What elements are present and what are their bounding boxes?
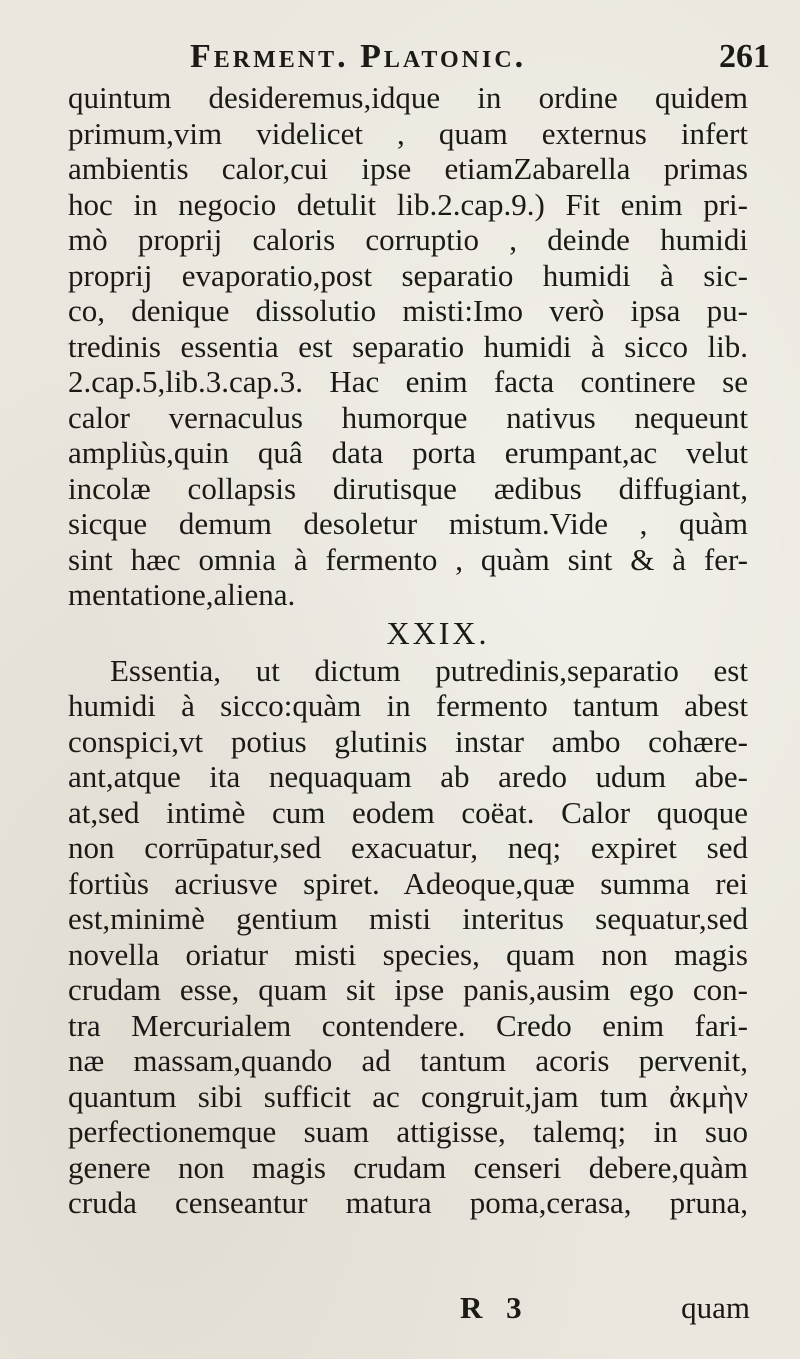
catchword: quam [681, 1290, 750, 1325]
page-footer [460, 1290, 750, 1330]
text-line: primum,vim videlicet , quam externus infert [68, 115, 748, 151]
section-number: XXIX. [386, 614, 490, 651]
text-line: est,minimè gentium misti interitus sequatur,sed [68, 901, 748, 936]
text-line: ant,atque ita nequaquam ab aredo udum abe- [68, 759, 748, 794]
text-line: incolæ collapsis dirutisque ædibus diffugiant, [68, 470, 748, 506]
page-number: 261 [719, 38, 770, 75]
text-line: mentatione,aliena. [68, 577, 296, 612]
text-line: tra Mercurialem contendere. Credo enim fari- [68, 1007, 748, 1043]
text-line: ampliùs,quin quâ data porta erumpant,ac velut [68, 435, 748, 470]
text-line: sicque demum desoletur mistum.Vide , quàm [68, 506, 748, 541]
text-line: mò proprij caloris corruptio , deinde humidi [68, 222, 748, 257]
text-line: fortiùs acriusve spiret. Adeoque,quæ summa rei [68, 865, 748, 901]
body-text [68, 80, 748, 1221]
text-line: quantum sibi sufficit ac congruit,jam tum ἀκμὴν [68, 1078, 748, 1114]
text-line: næ massam,quando ad tantum acoris pervenit, [68, 1043, 748, 1078]
text-line: sint hæc omnia à fermento , quàm sint & à fer- [68, 541, 748, 577]
page-header [190, 38, 770, 82]
text-line: tredinis essentia est separatio humidi à sicco lib. [68, 328, 748, 364]
text-line: novella oriatur misti species, quam non magis [68, 936, 748, 972]
text-line: at,sed intimè cum eodem coëat. Calor quoque [68, 794, 748, 830]
signature-mark: R 3 [460, 1290, 530, 1325]
text-line: co, denique dissolutio misti:Imo verò ipsa pu- [68, 293, 748, 328]
text-line: 2.cap.5,lib.3.cap.3. Hac enim facta continere se [68, 364, 748, 399]
paragraph-2 [68, 653, 748, 1221]
text-line: cruda censeantur matura poma,cerasa, pruna, [68, 1185, 748, 1220]
text-line: humidi à sicco:quàm in fermento tantum abest [68, 688, 748, 723]
text-line: ambientis calor,cui ipse etiamZabarella primas [68, 151, 748, 186]
text-line: conspici,vt potius glutinis instar ambo cohære- [68, 723, 748, 759]
text-line: genere non magis crudam censeri debere,quàm [68, 1149, 748, 1185]
text-line: calor vernaculus humorque nativus nequeunt [68, 399, 748, 435]
text-line: crudam esse, quam sit ipse panis,ausim ego con- [68, 972, 748, 1007]
text-line: Essentia, ut dictum putredinis,separatio est [110, 652, 748, 688]
running-head: Ferment. Platonic. [190, 38, 527, 75]
text-line: quintum desideremus,idque in ordine quidem [68, 80, 748, 115]
text-line: proprij evaporatio,post separatio humidi à sic- [68, 257, 748, 293]
text-line: non corrūpatur,sed exacuatur, neq; expiret sed [68, 830, 748, 865]
text-line: hoc in negocio detulit lib.2.cap.9.) Fit enim pri- [68, 186, 748, 222]
paragraph-1 [68, 80, 748, 613]
text-line: perfectionemque suam attigisse, talemq; in suo [68, 1114, 748, 1149]
